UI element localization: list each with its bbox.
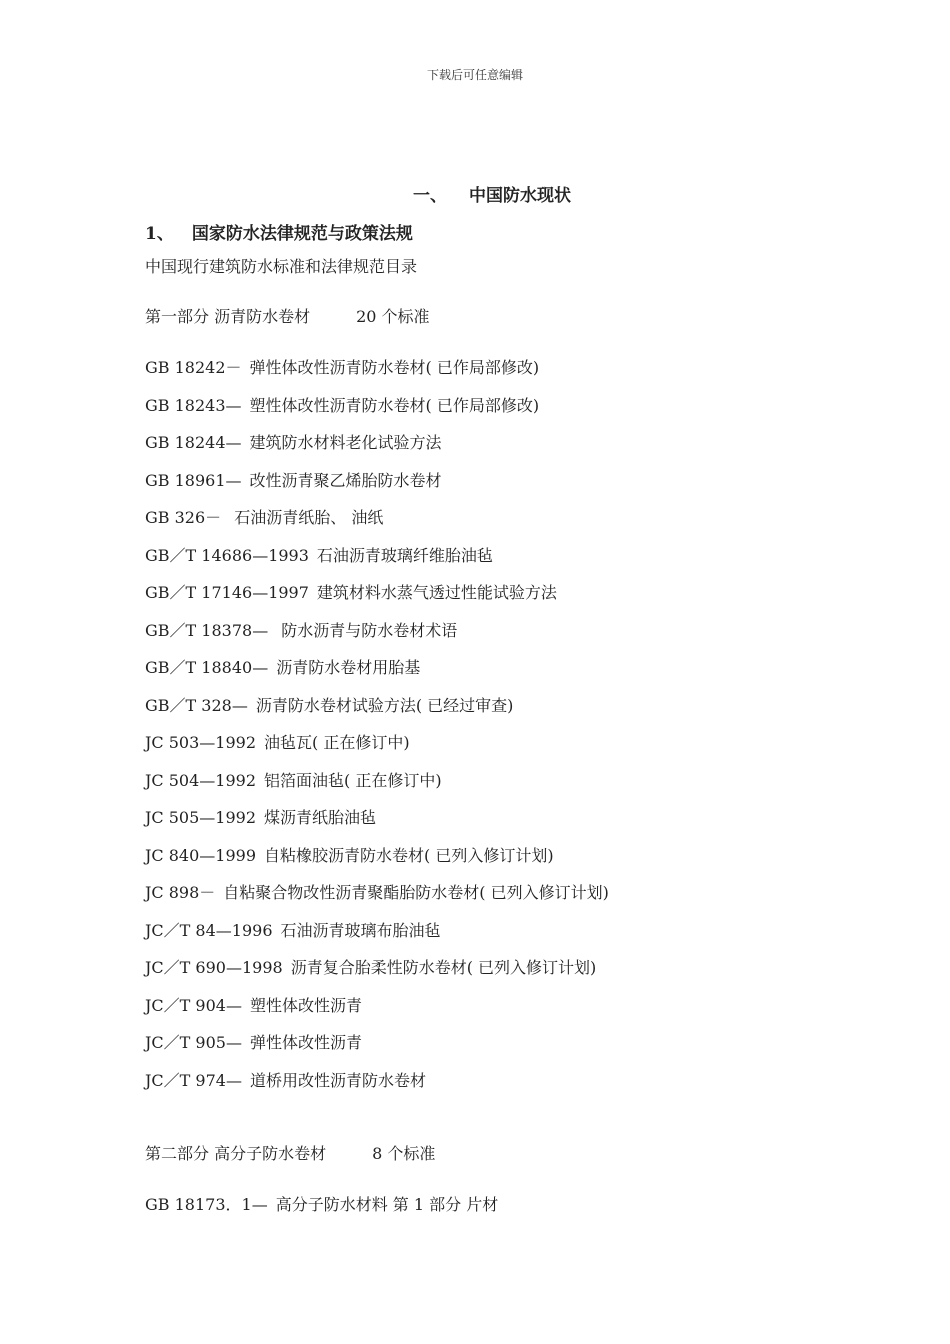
standard-code: JC／T 905— xyxy=(145,1033,242,1052)
part-heading xyxy=(145,1143,435,1165)
standard-code: JC／T 690—1998 xyxy=(145,958,283,977)
part-heading xyxy=(145,306,430,328)
standard-code: GB／T 18378— xyxy=(145,620,269,640)
section-number: 1、 xyxy=(145,224,174,244)
standard-code: JC／T 904— xyxy=(145,995,242,1015)
standard-name: 自粘橡胶沥青防水卷材( 已列入修订计划) xyxy=(264,845,554,865)
standard-name: 高分子防水材料 第 1 部分 片材 xyxy=(275,1195,499,1214)
standard-name: 建筑材料水蒸气透过性能试验方法 xyxy=(316,583,557,602)
standard-code: GB 18242－ xyxy=(145,358,242,377)
standard-item xyxy=(145,507,383,529)
standard-item xyxy=(145,882,609,904)
chapter-number: 一、 xyxy=(413,186,447,206)
standard-item xyxy=(145,732,410,754)
standard-code: JC／T 974— xyxy=(145,1070,242,1090)
standard-code: GB 18961— xyxy=(145,470,242,490)
standard-code: GB 326－ xyxy=(145,508,222,527)
standard-name: 防水沥青与防水卷材术语 xyxy=(276,620,458,640)
standard-name: 塑性体改性沥青防水卷材( 已作局部修改) xyxy=(249,395,540,415)
standard-name: 塑性体改性沥青 xyxy=(249,995,362,1015)
standard-code: GB 18244— xyxy=(145,433,242,452)
standard-name: 建筑防水材料老化试验方法 xyxy=(249,433,442,452)
section-title xyxy=(145,219,413,244)
standard-item xyxy=(145,657,420,679)
standard-code: GB 18243— xyxy=(145,395,242,415)
standard-item xyxy=(145,1032,362,1054)
standard-name: 沥青复合胎柔性防水卷材( 已列入修订计划) xyxy=(290,958,597,977)
standard-item xyxy=(145,357,539,379)
standard-item xyxy=(145,1194,498,1216)
standard-item xyxy=(145,695,513,717)
standard-code: JC 503—1992 xyxy=(145,733,256,752)
standard-name: 石油沥青玻璃布胎油毡 xyxy=(280,920,441,940)
part-count: 20 个标准 xyxy=(356,307,430,326)
standard-name: 弹性体改性沥青防水卷材( 已作局部修改) xyxy=(249,358,540,377)
standard-item xyxy=(145,770,442,792)
standard-item xyxy=(145,845,554,867)
standard-name: 油毡瓦( 正在修订中) xyxy=(264,733,410,752)
standard-code: GB／T 17146—1997 xyxy=(145,583,309,602)
standard-name: 石油沥青纸胎、 油纸 xyxy=(229,508,384,527)
standard-item xyxy=(145,582,557,604)
standard-code: GB／T 328— xyxy=(145,695,248,715)
standard-name: 煤沥青纸胎油毡 xyxy=(264,808,377,827)
standard-name: 自粘聚合物改性沥青聚酯胎防水卷材( 已列入修订计划) xyxy=(223,883,609,902)
standard-name: 铝箔面油毡( 正在修订中) xyxy=(264,770,442,790)
standard-code: JC 504—1992 xyxy=(145,770,256,790)
standard-item xyxy=(145,470,442,492)
standard-name: 沥青防水卷材用胎基 xyxy=(276,658,421,677)
section-title-text: 国家防水法律规范与政策法规 xyxy=(191,224,413,244)
standard-code: GB 18173．1— xyxy=(145,1195,268,1214)
standard-item xyxy=(145,995,362,1017)
catalog-title: 中国现行建筑防水标准和法律规范目录 xyxy=(145,257,418,276)
standard-name: 石油沥青玻璃纤维胎油毡 xyxy=(316,545,493,565)
standard-item xyxy=(145,432,442,454)
standard-item xyxy=(145,1070,426,1092)
part-label: 第二部分 高分子防水卷材 xyxy=(145,1144,327,1163)
standard-item xyxy=(145,395,539,417)
part-count: 8 个标准 xyxy=(372,1144,436,1163)
standard-name: 改性沥青聚乙烯胎防水卷材 xyxy=(249,470,442,490)
standard-name: 沥青防水卷材试验方法( 已经过审查) xyxy=(255,695,514,715)
standard-item xyxy=(145,920,441,942)
standard-code: JC 898－ xyxy=(145,883,216,902)
standard-code: JC 840—1999 xyxy=(145,845,256,865)
chapter-title xyxy=(413,181,571,206)
standard-item xyxy=(145,545,493,567)
standard-item xyxy=(145,957,596,979)
standard-name: 弹性体改性沥青 xyxy=(249,1033,362,1052)
standard-code: GB／T 18840— xyxy=(145,658,269,677)
standard-code: JC／T 84—1996 xyxy=(145,920,273,940)
part-label: 第一部分 沥青防水卷材 xyxy=(145,307,311,326)
standard-code: GB／T 14686—1993 xyxy=(145,545,309,565)
standard-name: 道桥用改性沥青防水卷材 xyxy=(249,1070,426,1090)
standard-item xyxy=(145,807,376,829)
chapter-title-text: 中国防水现状 xyxy=(469,186,571,206)
page-header-note: 下载后可任意编辑 xyxy=(426,68,523,82)
standard-item xyxy=(145,620,457,642)
standard-code: JC 505—1992 xyxy=(145,808,256,827)
